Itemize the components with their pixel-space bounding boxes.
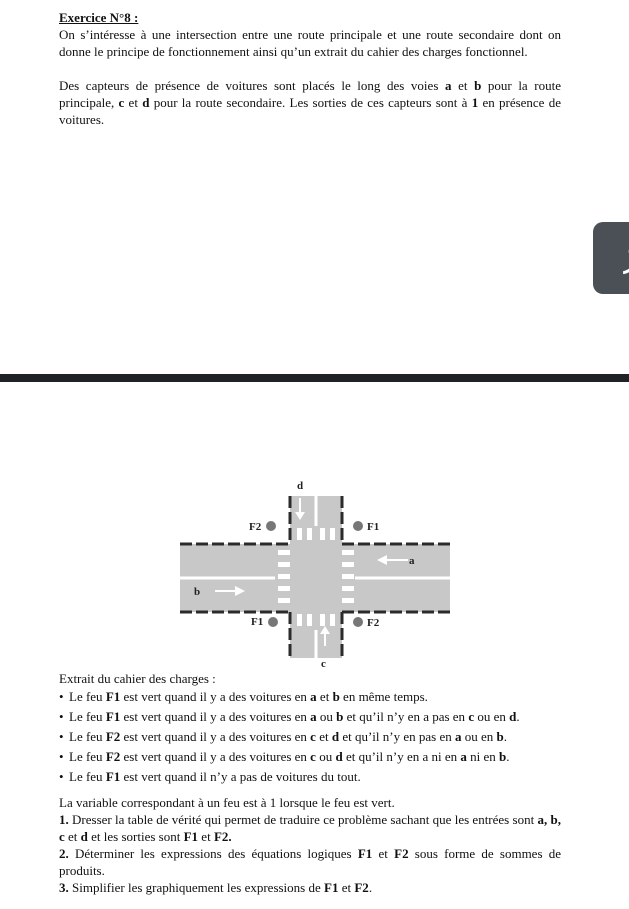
question-3: 3. Simplifier les graphiquement les expressions de F1 et F2.: [59, 880, 373, 895]
intersection-diagram: [175, 474, 455, 674]
traffic-light-f2-top-icon: [266, 521, 276, 531]
sensor-label-d: d: [297, 480, 304, 492]
question-2: 2. Déterminer les expressions des équations logiques F1 et F2 sous forme de sommes de produits.: [59, 846, 562, 878]
rule-item: • Le feu F2 est vert quand il y a des voitures en c ou d et qu’il n’y en a ni en a ni en b.: [59, 748, 561, 765]
intro-paragraph: On s’intéresse à une intersection entre une route principale et une route secondaire dont on donne le principe de fonctionnement ainsi qu’un extrait du cahier des charges fonctionnel.: [59, 27, 561, 59]
rule-item: • Le feu F1 est vert quand il n’y a pas de voitures du tout.: [59, 768, 561, 785]
exercise-title: Exercice N°8 :: [59, 10, 139, 25]
sensor-label-a: a: [409, 555, 415, 567]
traffic-light-f2-bottom-icon: [353, 617, 363, 627]
sensor-label-b: b: [194, 586, 201, 598]
rule-item: • Le feu F1 est vert quand il y a des voitures en a ou b et qu’il n’y en a pas en c ou en d.: [59, 708, 561, 725]
light-label-top-right: F1: [367, 521, 380, 533]
light-label-top-left: F2: [249, 521, 262, 533]
question-1: 1. Dresser la table de vérité qui permet de traduire ce problème sachant que les entrées sont a, b, c et d et les sorties sont F1 et F2.: [59, 812, 561, 844]
light-label-bottom-left: F1: [251, 616, 264, 628]
rule-item: • Le feu F2 est vert quand il y a des voitures en c et d et qu’il n’y en pas en a ou en b.: [59, 728, 561, 745]
specs-heading: Extrait du cahier des charges :: [59, 671, 216, 686]
rule-item: • Le feu F1 est vert quand il y a des voitures en a et b en même temps.: [59, 688, 561, 705]
traffic-light-f1-top-icon: [353, 521, 363, 531]
page-separator-band: [0, 374, 629, 382]
sensors-paragraph: Des capteurs de présence de voitures sont placés le long des voies a et b pour la route principale, c et d pour la route secondaire. Les sorties de ces capteurs sont à 1 en présence de voitures.: [59, 78, 562, 127]
specs-rules-list: [59, 688, 561, 785]
traffic-light-f1-bottom-icon: [268, 617, 278, 627]
light-label-bottom-right: F2: [367, 617, 380, 629]
sensor-label-c: c: [321, 658, 326, 670]
variable-note: La variable correspondant à un feu est à 1 lorsque le feu est vert.: [59, 795, 395, 810]
